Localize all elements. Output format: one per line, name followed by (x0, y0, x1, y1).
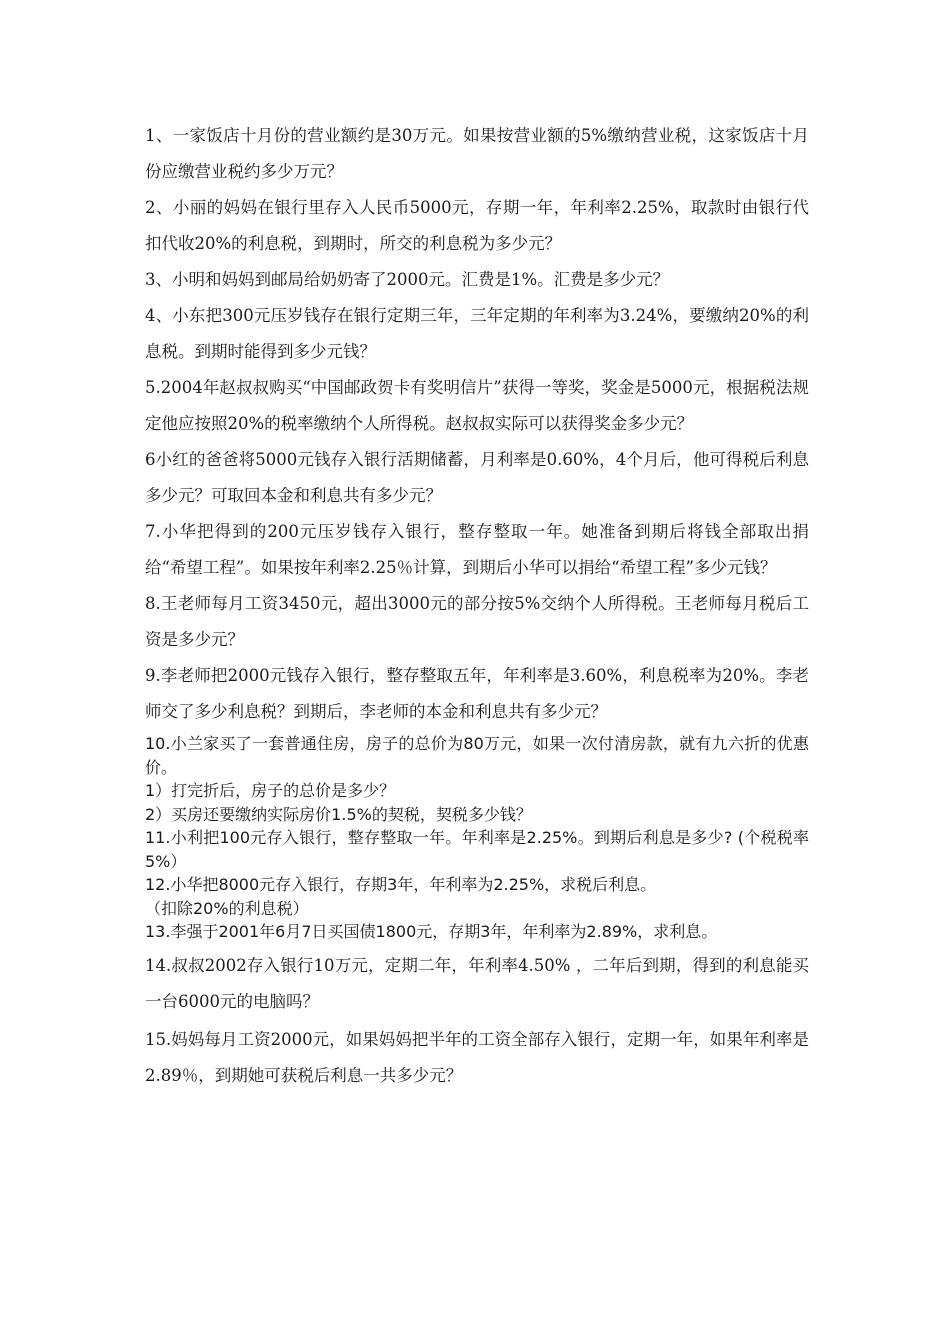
question-list (145, 118, 809, 1094)
question-2: 2、小丽的妈妈在银行里存入人民币5000元，存期一年，年利率2.25%，取款时由银行代扣代收20%的利息税，到期时，所交的利息税为多少元？ (145, 198, 809, 253)
question-10: 10.小兰家买了一套普通住房，房子的总价为80万元，如果一次付清房款，就有九六折的优惠价。 (145, 734, 809, 777)
question-7: 7.小华把得到的200元压岁钱存入银行，整存整取一年。她准备到期后将钱全部取出捐给“希望工程”。如果按年利率2.25％计算，到期后小华可以捐给“希望工程”多少元钱？ (145, 522, 809, 577)
question-3: 3、小明和妈妈到邮局给奶奶寄了2000元。汇费是1%。汇费是多少元？ (145, 270, 670, 289)
question-9: 9.李老师把2000元钱存入银行，整存整取五年，年利率是3.60%，利息税率为20%。李老师交了多少利息税？到期后，李老师的本金和利息共有多少元？ (145, 666, 809, 721)
question-5: 5.2004年赵叔叔购买“中国邮政贺卡有奖明信片”获得一等奖，奖金是5000元，根据税法规定他应按照20%的税率缴纳个人所得税。赵叔叔实际可以获得奖金多少元？ (145, 378, 809, 433)
question-6: 6小红的爸爸将5000元钱存入银行活期储蓄，月利率是0.60%，4个月后，他可得税后利息多少元？可取回本金和利息共有多少元？ (145, 450, 809, 505)
question-4: 4、小东把300元压岁钱存在银行定期三年，三年定期的年利率为3.24%，要缴纳20%的利息税。到期时能得到多少元钱？ (145, 306, 809, 361)
question-12: 12.小华把8000元存入银行，存期3年，年利率为2.25%，求税后利息。 (145, 875, 657, 894)
question-8: 8.王老师每月工资3450元，超出3000元的部分按5%交纳个人所得税。王老师每月税后工资是多少元？ (145, 594, 809, 649)
question-13: 13.李强于2001年6月7日买国债1800元，存期3年，年利率为2.89%，求利息。 (145, 922, 718, 941)
question-10-part-1: 1）打完折后，房子的总价是多少？ (145, 781, 396, 800)
question-14: 14.叔叔2002存入银行10万元，定期二年，年利率4.50% ，二年后到期，得到的利息能买一台6000元的电脑吗？ (145, 955, 809, 1011)
question-1: 1、一家饭店十月份的营业额约是30万元。如果按营业额的5%缴纳营业税，这家饭店十月份应缴营业税约多少万元？ (145, 126, 809, 181)
question-12-note: （扣除20%的利息税） (145, 898, 309, 918)
question-10-part-2: 2）买房还要缴纳实际房价1.5%的契税，契税多少钱？ (145, 804, 532, 824)
question-15: 15.妈妈每月工资2000元，如果妈妈把半年的工资全部存入银行，定期一年，如果年利率是2.89％，到期她可获税后利息一共多少元？ (145, 1029, 809, 1085)
question-11: 11.小利把100元存入银行，整存整取一年。年利率是2.25%。到期后利息是多少? (个税税率5%） (145, 828, 809, 871)
